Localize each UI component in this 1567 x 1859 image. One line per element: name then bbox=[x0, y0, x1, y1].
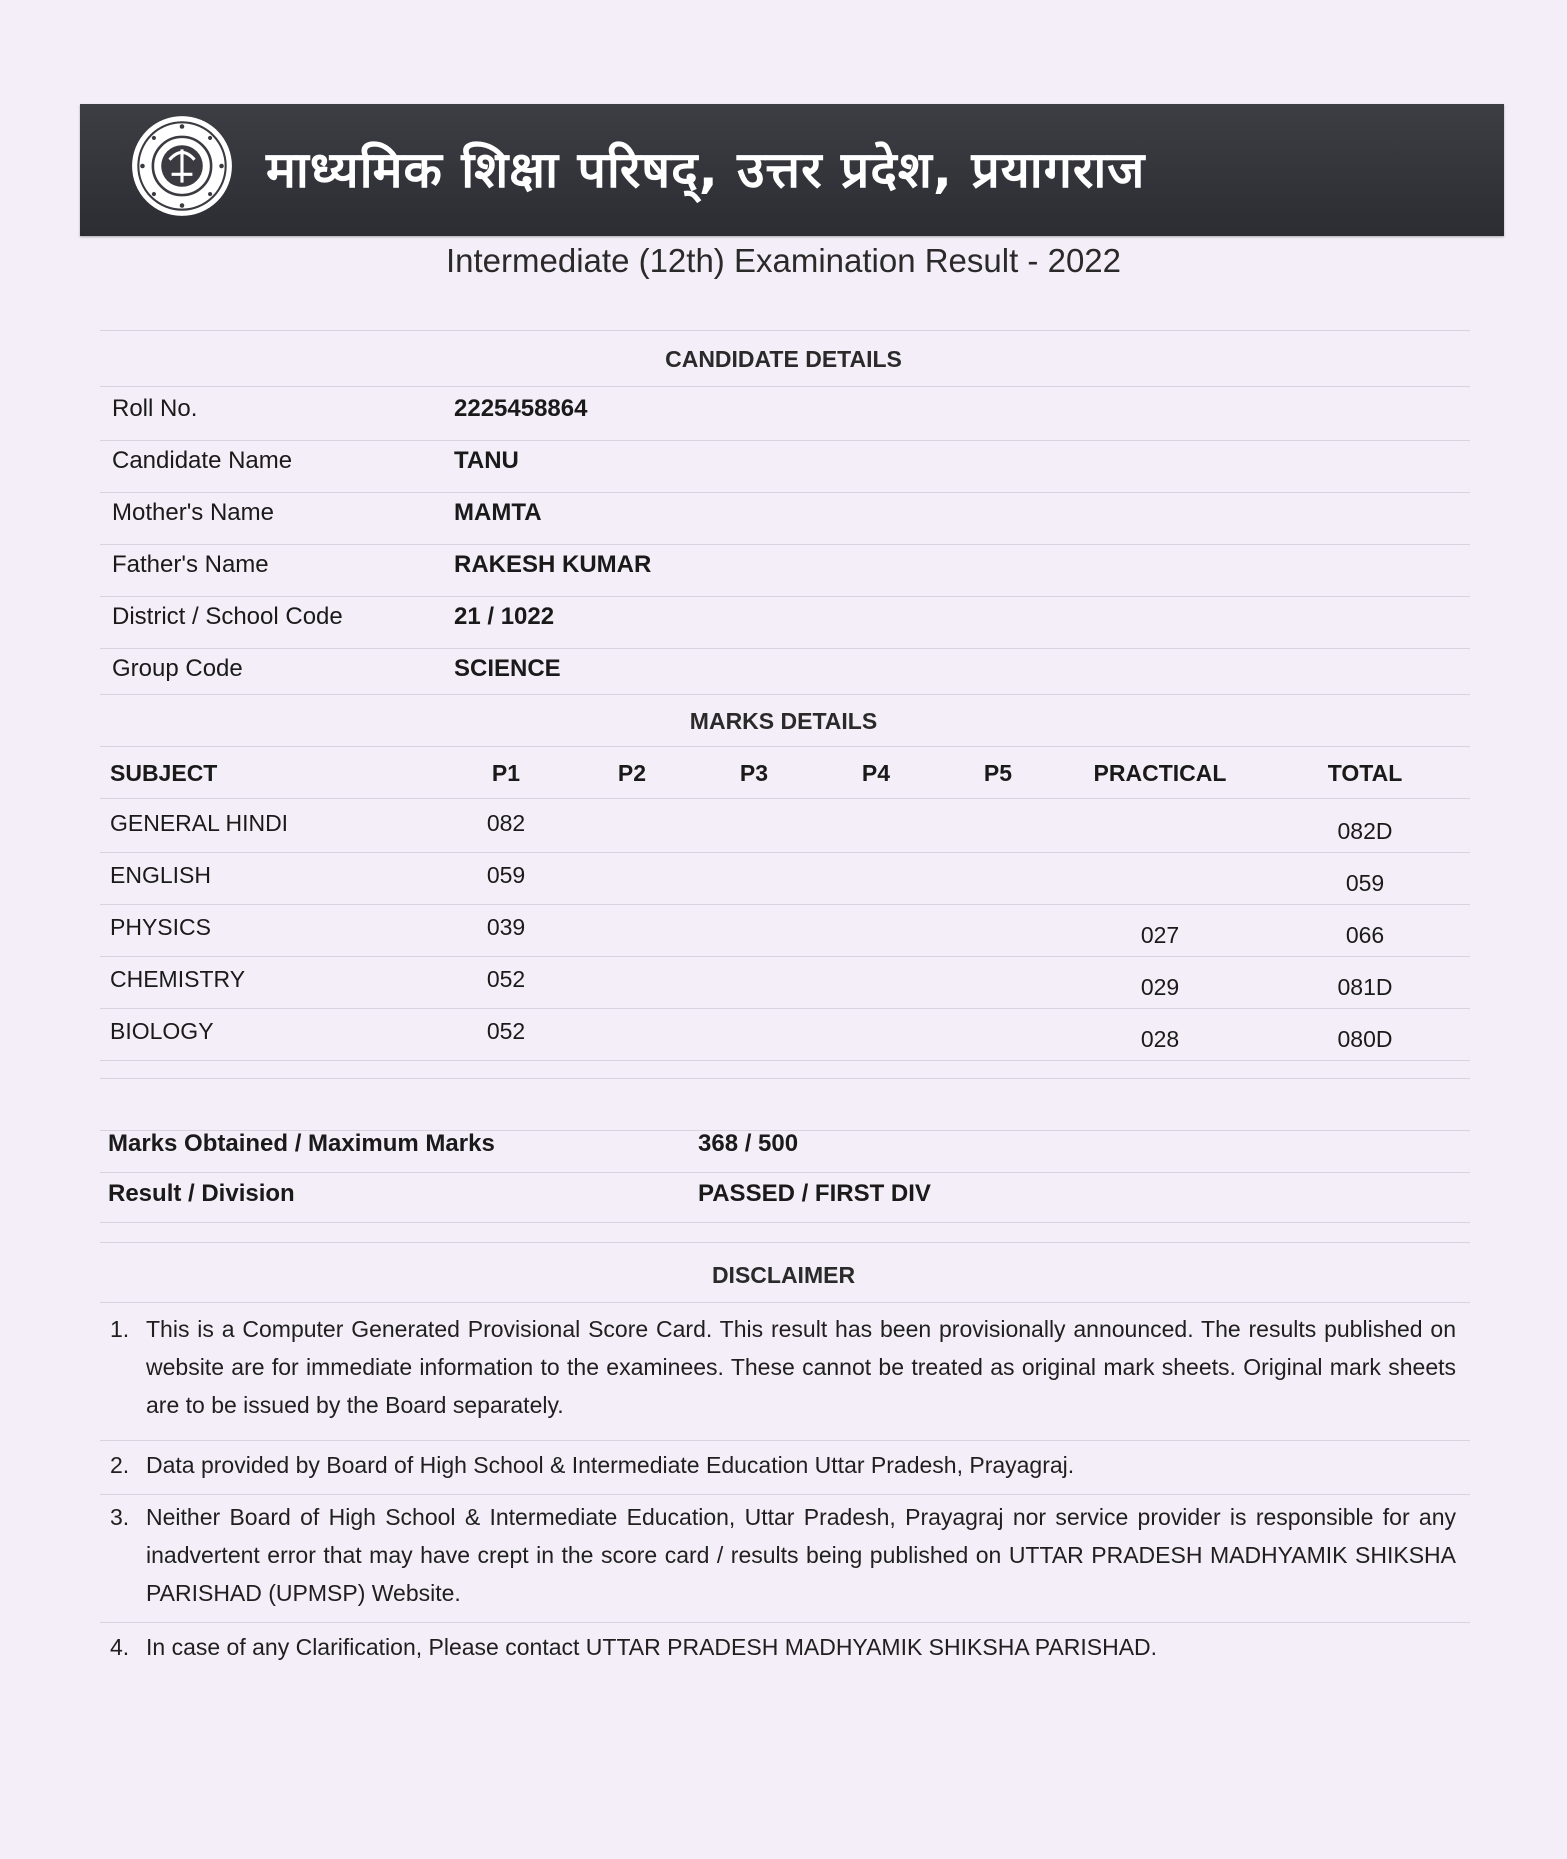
subject-cell: CHEMISTRY bbox=[110, 966, 246, 992]
p1-cell: 052 bbox=[486, 1018, 526, 1044]
marks-details-heading: MARKS DETAILS bbox=[689, 708, 878, 734]
divider bbox=[100, 1222, 1470, 1223]
disclaimer-text: Neither Board of High School & Intermediate Education, Uttar Pradesh, Prayagraj nor service provider is responsible for any inadvertent error that may have crept in the score card / results being published on UTTAR PRADESH MADHYAMIK SHIKSHA PARISHAD (UPMSP) Website. bbox=[146, 1504, 1456, 1606]
divider bbox=[100, 956, 1470, 957]
divider bbox=[100, 492, 1470, 493]
divider bbox=[100, 852, 1470, 853]
disclaimer-text: This is a Computer Generated Provisional Score Card. This result has been provisionally announced. The results published on website are for immediate information to the examinees. These cannot be treated as original mark sheets. Original mark sheets are to be issued by the Board separately. bbox=[146, 1316, 1456, 1418]
divider bbox=[100, 904, 1470, 905]
column-header-practical: PRACTICAL bbox=[1093, 760, 1227, 786]
subject-cell: PHYSICS bbox=[110, 914, 211, 940]
subject-cell: GENERAL HINDI bbox=[110, 810, 289, 836]
marks-obtained-label: Marks Obtained / Maximum Marks bbox=[108, 1130, 495, 1157]
divider bbox=[100, 1302, 1470, 1303]
table-row bbox=[0, 910, 1567, 948]
divider bbox=[100, 1494, 1470, 1495]
marks-table-header bbox=[0, 756, 1567, 790]
board-title: माध्यमिक शिक्षा परिषद्, उत्तर प्रदेश, प्रयागराज bbox=[266, 141, 1146, 199]
detail-label: Group Code bbox=[112, 655, 243, 682]
divider bbox=[100, 746, 1470, 747]
column-header-p4: P4 bbox=[861, 760, 891, 786]
divider bbox=[100, 596, 1470, 597]
divider bbox=[100, 1622, 1470, 1623]
detail-value: SCIENCE bbox=[454, 655, 561, 682]
column-header-subject: SUBJECT bbox=[110, 760, 218, 786]
p1-cell: 059 bbox=[486, 862, 526, 888]
detail-value: 21 / 1022 bbox=[454, 603, 555, 630]
divider bbox=[100, 1008, 1470, 1009]
detail-label: Roll No. bbox=[112, 395, 198, 422]
detail-label: Father's Name bbox=[112, 551, 269, 578]
table-row bbox=[0, 858, 1567, 896]
practical-cell: 028 bbox=[1140, 1026, 1180, 1052]
detail-value: MAMTA bbox=[454, 499, 542, 526]
p1-cell: 082 bbox=[486, 810, 526, 836]
disclaimer-number: 1. bbox=[110, 1316, 130, 1342]
disclaimer-text: Data provided by Board of High School & Intermediate Education Uttar Pradesh, Prayagraj. bbox=[146, 1452, 1075, 1478]
detail-value: 2225458864 bbox=[454, 395, 588, 422]
column-header-p3: P3 bbox=[739, 760, 769, 786]
divider bbox=[100, 1078, 1470, 1079]
upmsp-emblem-icon bbox=[130, 114, 234, 218]
divider bbox=[100, 440, 1470, 441]
marks-obtained-value: 368 / 500 bbox=[698, 1130, 799, 1157]
disclaimer-number: 4. bbox=[110, 1634, 130, 1660]
column-header-p1: P1 bbox=[491, 760, 521, 786]
detail-label: Candidate Name bbox=[112, 447, 293, 474]
divider bbox=[100, 544, 1470, 545]
divider bbox=[100, 648, 1470, 649]
exam-title: Intermediate (12th) Examination Result - 2022 bbox=[445, 242, 1122, 279]
p1-cell: 039 bbox=[486, 914, 526, 940]
table-row bbox=[0, 1014, 1567, 1052]
detail-value: TANU bbox=[454, 447, 519, 474]
column-header-p5: P5 bbox=[983, 760, 1013, 786]
detail-label: District / School Code bbox=[112, 603, 343, 630]
detail-value: RAKESH KUMAR bbox=[454, 551, 652, 578]
p1-cell: 052 bbox=[486, 966, 526, 992]
result-division-label: Result / Division bbox=[108, 1180, 295, 1207]
detail-label: Mother's Name bbox=[112, 499, 274, 526]
subject-cell: BIOLOGY bbox=[110, 1018, 214, 1044]
table-row bbox=[0, 806, 1567, 844]
practical-cell: 027 bbox=[1140, 922, 1180, 948]
divider bbox=[100, 330, 1470, 331]
practical-cell: 029 bbox=[1140, 974, 1180, 1000]
divider bbox=[100, 798, 1470, 799]
divider bbox=[100, 1060, 1470, 1061]
divider bbox=[100, 1242, 1470, 1243]
result-division-value: PASSED / FIRST DIV bbox=[698, 1180, 931, 1207]
divider bbox=[100, 1172, 1470, 1173]
total-cell: 059 bbox=[1345, 870, 1385, 896]
subject-cell: ENGLISH bbox=[110, 862, 211, 888]
board-banner bbox=[80, 104, 1504, 236]
total-cell: 082D bbox=[1337, 818, 1393, 844]
candidate-details-heading: CANDIDATE DETAILS bbox=[665, 346, 902, 372]
divider bbox=[100, 694, 1470, 695]
disclaimer-number: 3. bbox=[110, 1504, 130, 1530]
column-header-p2: P2 bbox=[617, 760, 647, 786]
total-cell: 080D bbox=[1337, 1026, 1393, 1052]
total-cell: 066 bbox=[1345, 922, 1385, 948]
disclaimer-heading: DISCLAIMER bbox=[711, 1262, 856, 1288]
disclaimer-number: 2. bbox=[110, 1452, 130, 1478]
divider bbox=[100, 1440, 1470, 1441]
table-row bbox=[0, 962, 1567, 1000]
disclaimer-text: In case of any Clarification, Please contact UTTAR PRADESH MADHYAMIK SHIKSHA PARISHAD. bbox=[146, 1634, 1158, 1660]
divider bbox=[100, 386, 1470, 387]
column-header-total: TOTAL bbox=[1327, 760, 1403, 786]
total-cell: 081D bbox=[1337, 974, 1393, 1000]
